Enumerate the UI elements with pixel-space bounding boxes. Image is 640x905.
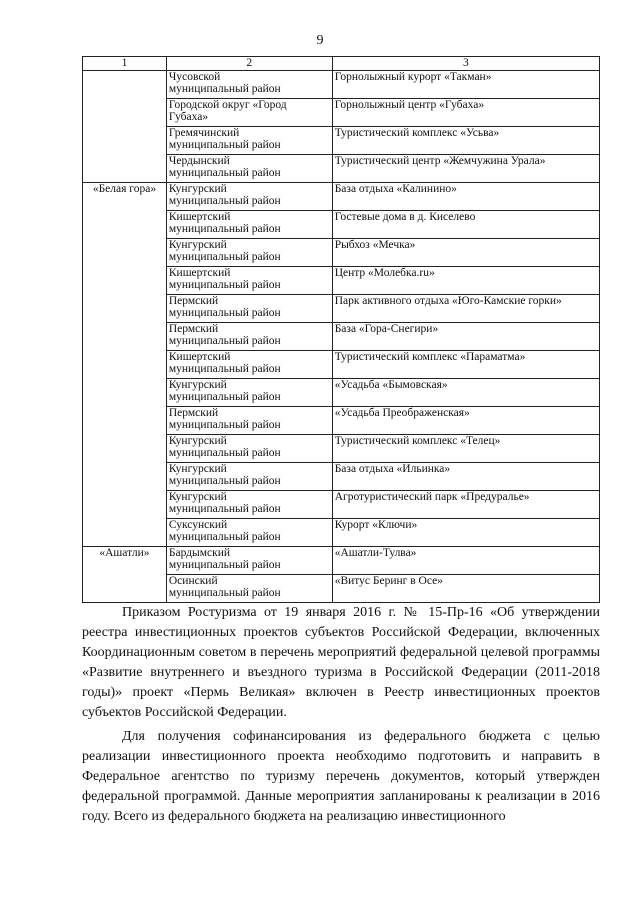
district-line: Городской округ «Город: [168, 99, 287, 111]
district-cell: [166, 295, 332, 323]
object-cell: Рыбхоз «Мечка»: [332, 239, 599, 267]
district-cell: [166, 407, 332, 435]
district-line: муниципальный район: [168, 335, 281, 347]
district-line: муниципальный район: [168, 307, 281, 319]
district-line: Гремячинский: [168, 127, 240, 139]
column-header-2: 2: [166, 57, 332, 71]
district-line: муниципальный район: [168, 447, 281, 459]
district-line: Кишертский: [168, 267, 231, 279]
district-line: муниципальный район: [168, 167, 281, 179]
district-line: муниципальный район: [168, 139, 281, 151]
district-cell: [166, 267, 332, 295]
object-cell: Горнолыжный центр «Губаха»: [332, 99, 599, 127]
projects-table: [82, 56, 600, 603]
district-line: Суксунский: [168, 519, 228, 531]
district-line: Пермский: [168, 295, 219, 307]
district-line: муниципальный район: [168, 475, 281, 487]
district-line: муниципальный район: [168, 531, 281, 543]
table-row: [83, 547, 600, 575]
table-row: [83, 183, 600, 211]
district-cell: [166, 435, 332, 463]
district-line: Пермский: [168, 323, 219, 335]
object-cell: Парк активного отдыха «Юго-Камские горки»: [332, 295, 599, 323]
group-name-cell: «Белая гора»: [83, 183, 167, 547]
district-line: Кишертский: [168, 211, 231, 223]
district-cell: [166, 519, 332, 547]
district-cell: [166, 463, 332, 491]
district-line: муниципальный район: [168, 251, 281, 263]
district-cell: [166, 99, 332, 127]
district-line: Осинский: [168, 575, 218, 587]
district-cell: [166, 211, 332, 239]
district-line: Бардымский: [168, 547, 231, 559]
object-cell: «Витус Беринг в Осе»: [332, 575, 599, 603]
district-line: Кунгурский: [168, 239, 227, 251]
object-cell: База «Гора-Снегири»: [332, 323, 599, 351]
district-line: Пермский: [168, 407, 219, 419]
object-cell: Гостевые дома в д. Киселево: [332, 211, 599, 239]
district-line: муниципальный район: [168, 419, 281, 431]
object-cell: Курорт «Ключи»: [332, 519, 599, 547]
district-line: муниципальный район: [168, 83, 281, 95]
column-header-3: 3: [332, 57, 599, 71]
district-line: муниципальный район: [168, 279, 281, 291]
paragraph-decree: [82, 603, 600, 723]
district-line: Чусовской: [168, 71, 221, 83]
district-cell: [166, 491, 332, 519]
district-line: Кунгурский: [168, 491, 227, 503]
district-cell: [166, 379, 332, 407]
object-cell: «Усадьба «Бымовская»: [332, 379, 599, 407]
table-header-row: [83, 57, 600, 71]
district-line: Кунгурский: [168, 183, 227, 195]
district-line: Губаха»: [168, 111, 209, 123]
district-line: муниципальный район: [168, 363, 281, 375]
district-cell: [166, 323, 332, 351]
district-line: Чердынский: [168, 155, 230, 167]
district-cell: [166, 155, 332, 183]
object-cell: База отдыха «Калинино»: [332, 183, 599, 211]
district-line: Кунгурский: [168, 379, 227, 391]
district-line: Кунгурский: [168, 435, 227, 447]
district-cell: [166, 127, 332, 155]
object-cell: Туристический комплекс «Параматма»: [332, 351, 599, 379]
district-cell: [166, 71, 332, 99]
district-line: муниципальный район: [168, 195, 281, 207]
district-cell: [166, 239, 332, 267]
object-cell: Агротуристический парк «Предуралье»: [332, 491, 599, 519]
district-line: муниципальный район: [168, 503, 281, 515]
group-name-cell: «Ашатли»: [83, 547, 167, 603]
object-cell: Центр «Молебка.ru»: [332, 267, 599, 295]
object-cell: База отдыха «Ильинка»: [332, 463, 599, 491]
page-number: 9: [316, 33, 324, 48]
district-cell: [166, 547, 332, 575]
district-line: Кишертский: [168, 351, 231, 363]
paragraph-text: Для получения софинансирования из федерального бюджета с целью реализации инвестиционного проекта необходимо подготовить и направить в Федеральное агентство по туризму перечень документов, который утвержден федеральной программой. Данные мероприятия запланированы к реализации в 2016 году. Всего из федерального бюджета на реализацию инвестиционного: [82, 729, 600, 824]
district-line: муниципальный район: [168, 391, 281, 403]
district-line: муниципальный район: [168, 559, 281, 571]
object-cell: «Ашатли-Тулва»: [332, 547, 599, 575]
object-cell: Туристический комплекс «Усьва»: [332, 127, 599, 155]
group-name-cell: [83, 71, 167, 183]
district-line: Кунгурский: [168, 463, 227, 475]
district-line: муниципальный район: [168, 223, 281, 235]
table-body: [83, 71, 600, 603]
object-cell: «Усадьба Преображенская»: [332, 407, 599, 435]
district-line: муниципальный район: [168, 587, 281, 599]
object-cell: Туристический центр «Жемчужина Урала»: [332, 155, 599, 183]
district-cell: [166, 351, 332, 379]
object-cell: Горнолыжный курорт «Такман»: [332, 71, 599, 99]
object-cell: Туристический комплекс «Телец»: [332, 435, 599, 463]
column-header-1: 1: [83, 57, 167, 71]
paragraph-text: Приказом Ростуризма от 19 января 2016 г. № 15-Пр-16 «Об утверждении реестра инвестиционных проектов субъектов Российской Федерации, включенных Координационным советом в перечень мероприятий федеральной целевой программы «Развитие внутреннего и въездного туризма в Российской Федерации (2011-2018 годы)» проект «Пермь Великая» включен в Реестр инвестиционных проектов субъектов Российской Федерации.: [82, 605, 600, 720]
paragraph-funding: [82, 727, 600, 827]
district-cell: [166, 575, 332, 603]
table-row: [83, 71, 600, 99]
district-cell: [166, 183, 332, 211]
